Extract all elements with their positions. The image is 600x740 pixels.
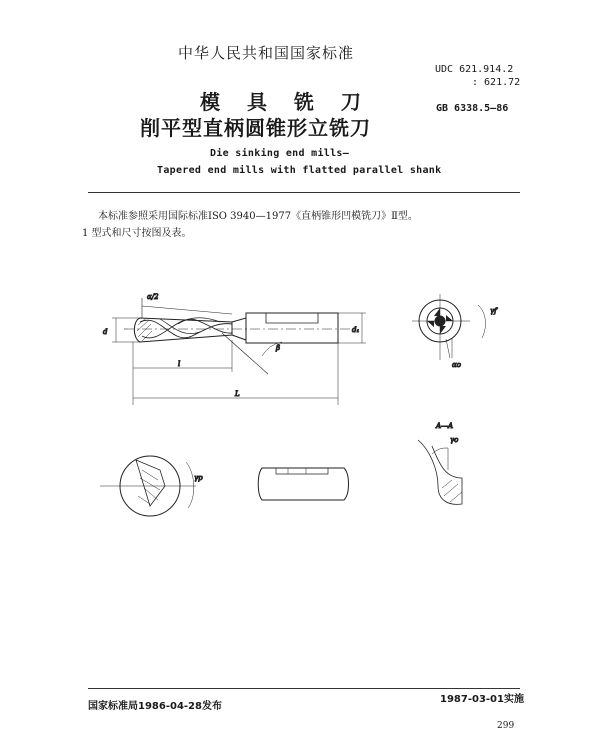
- tooth-profile-view: [100, 456, 196, 516]
- label-half-angle: α/2: [147, 293, 159, 301]
- label-d: d: [103, 328, 108, 336]
- label-l: l: [178, 360, 181, 368]
- end-view: [412, 294, 485, 360]
- section-a-a-view: [418, 440, 462, 504]
- label-gamma-o: γo: [450, 436, 459, 444]
- footer-divider: [88, 688, 520, 689]
- label-L: L: [235, 390, 240, 398]
- title-en-sub: Tapered end mills with flatted parallel shank: [157, 165, 442, 176]
- publish-date: 国家标准局1986-04-28发布: [88, 701, 222, 712]
- implement-date: 1987-03-01实施: [440, 694, 524, 705]
- udc-code: UDC 621.914.2: [435, 64, 514, 75]
- label-section-aa: A—A: [436, 422, 454, 430]
- title-cn-sub: 削平型直柄圆锥形立铣刀: [140, 116, 371, 140]
- gb-standard-code: GB 6338.5—86: [436, 103, 509, 114]
- label-gamma-f: γf: [490, 307, 497, 315]
- shank-flat-view: [258, 468, 348, 500]
- label-d1: d₁: [352, 326, 360, 334]
- title-en-main: Die sinking end mills—: [210, 148, 350, 159]
- issuing-body: 中华人民共和国国家标准: [178, 44, 355, 62]
- intro-paragraph: 本标准参照采用国际标准ISO 3940—1977《直柄锥形凹模铣刀》Ⅱ型。: [98, 211, 418, 222]
- udc-code-sub: : 621.72: [472, 77, 521, 88]
- page-number: 299: [497, 721, 515, 731]
- label-alpha-o: αo: [452, 361, 461, 369]
- end-mill-side-view: [112, 298, 366, 405]
- section-1-heading: 1 型式和尺寸按图及表。: [82, 228, 192, 239]
- label-gamma-p: γp: [194, 474, 203, 482]
- title-cn-main: 模 具 铣 刀: [200, 90, 371, 114]
- label-beta: β: [276, 344, 281, 352]
